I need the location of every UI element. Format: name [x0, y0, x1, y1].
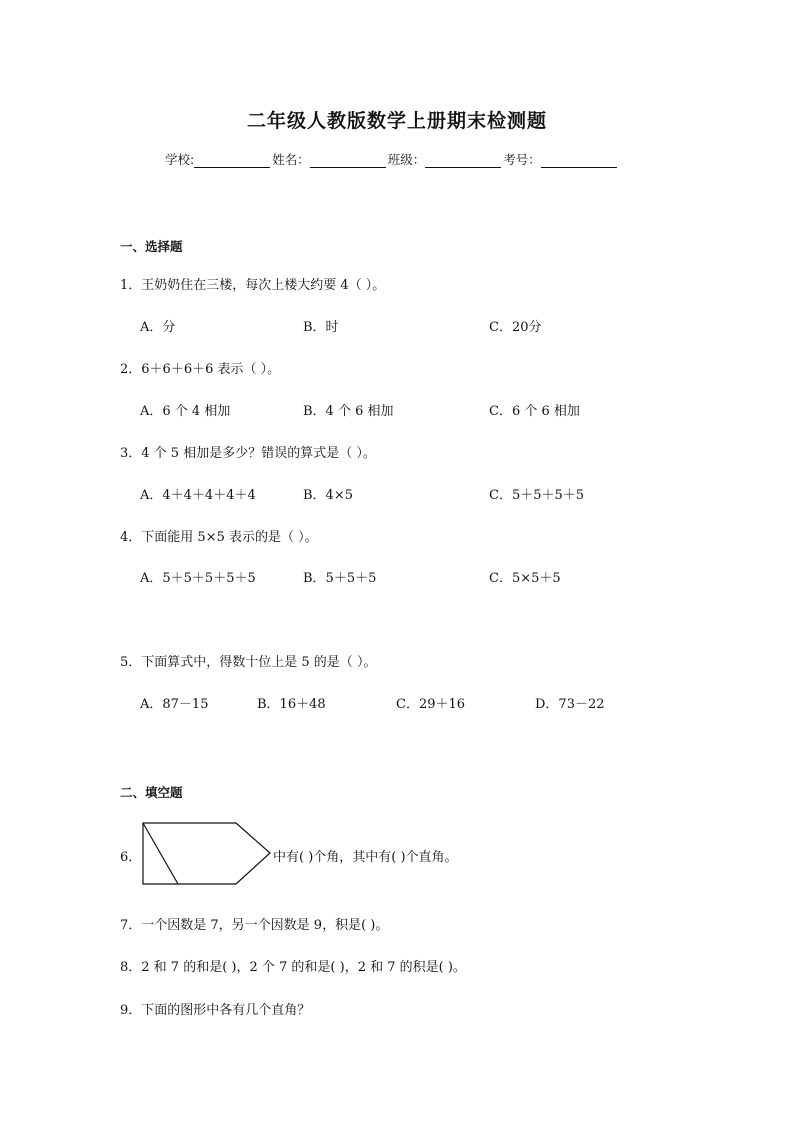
name-blank[interactable]	[310, 153, 386, 168]
question-4-option-a[interactable]: A．5＋5＋5＋5＋5	[140, 571, 256, 586]
section-heading-fill-in: 二、填空题	[120, 785, 183, 800]
question-4: 4．下面能用 5×5 表示的是（ ）。	[120, 530, 318, 545]
school-blank[interactable]	[194, 153, 270, 168]
question-3-option-b[interactable]: B．4×5	[303, 488, 353, 503]
question-6-text: 中有( )个角，其中有( )个直角。	[273, 850, 458, 865]
question-5-option-a[interactable]: A．87－15	[140, 697, 209, 712]
question-1: 1．王奶奶住在三楼，每次上楼大约要 4（ ）。	[120, 278, 386, 293]
question-5-option-d[interactable]: D．73－22	[535, 697, 605, 712]
question-5-option-c[interactable]: C．29＋16	[396, 697, 466, 712]
question-2-option-a[interactable]: A．6 个 4 相加	[140, 404, 231, 419]
question-3-option-a[interactable]: A．4＋4＋4＋4＋4	[140, 488, 256, 503]
question-2: 2．6＋6＋6＋6 表示（ ）。	[120, 362, 281, 377]
question-3: 3．4 个 5 相加是多少？错误的算式是（ ）。	[120, 446, 376, 461]
question-3-option-c[interactable]: C．5＋5＋5＋5	[489, 488, 585, 503]
question-4-option-b[interactable]: B．5＋5＋5	[303, 571, 377, 586]
section-heading-choice: 一、选择题	[120, 239, 183, 254]
question-1-option-b[interactable]: B．时	[303, 320, 339, 335]
question-8: 8．2 和 7 的和是( )，2 个 7 的和是( )，2 和 7 的积是( )。	[120, 960, 466, 975]
pentagon-figure	[142, 822, 272, 886]
question-1-option-c[interactable]: C．20分	[489, 320, 542, 335]
exam-number-label: 考号：	[503, 152, 541, 167]
question-5-option-b[interactable]: B．16＋48	[257, 697, 326, 712]
exam-number-blank[interactable]	[541, 153, 617, 168]
question-5: 5．下面算式中，得数十位上是 5 的是（ ）。	[120, 655, 377, 670]
question-7: 7．一个因数是 7，另一个因数是 9，积是( )。	[120, 918, 389, 933]
question-1-option-a[interactable]: A．分	[140, 320, 176, 335]
school-label: 学校:	[165, 152, 195, 167]
question-2-option-c[interactable]: C．6 个 6 相加	[489, 404, 580, 419]
question-4-option-c[interactable]: C．5×5＋5	[489, 571, 561, 586]
question-9: 9．下面的图形中各有几个直角？	[120, 1003, 311, 1018]
student-info-line	[165, 150, 619, 168]
class-blank[interactable]	[425, 153, 501, 168]
class-label: 班级：	[387, 152, 426, 167]
question-2-option-b[interactable]: B．4 个 6 相加	[303, 404, 394, 419]
name-label: 姓名：	[272, 152, 310, 167]
page-title: 二年级人教版数学上册期末检测题	[246, 110, 547, 132]
question-6-number: 6．	[120, 850, 142, 865]
